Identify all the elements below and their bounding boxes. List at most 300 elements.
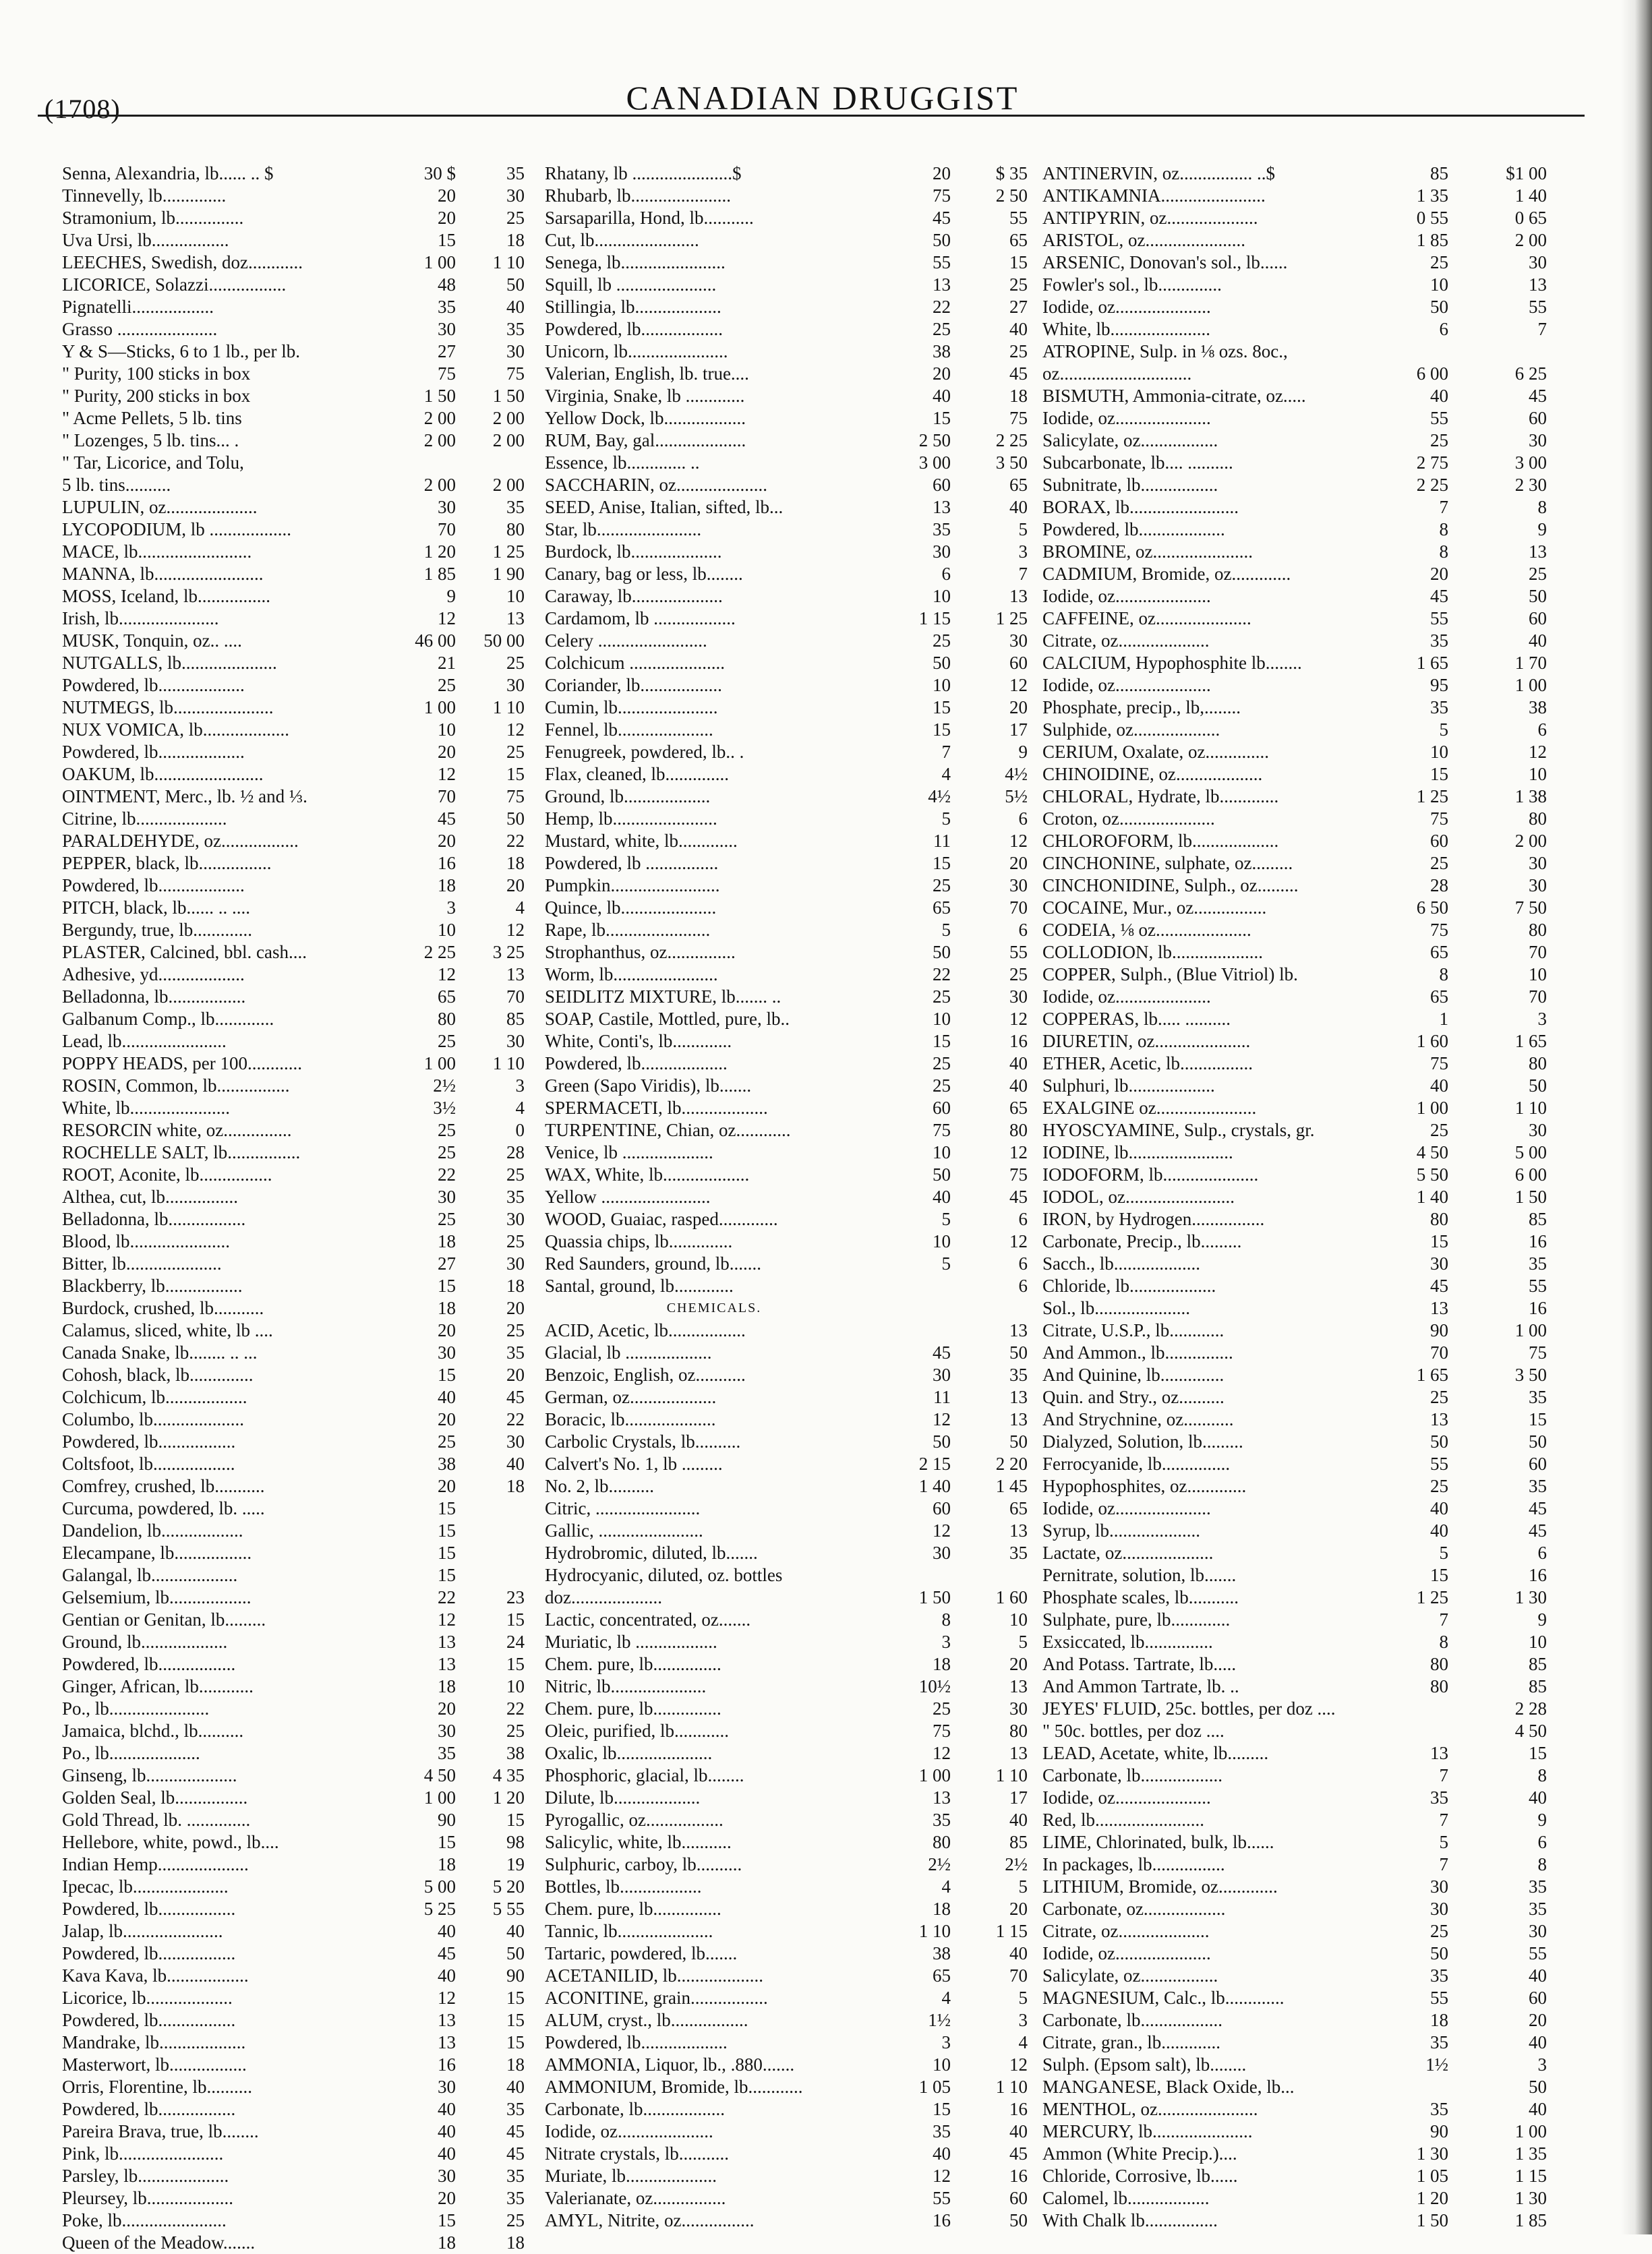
price-low: 5: [1439, 719, 1448, 740]
price-low: 80: [1430, 1209, 1448, 1229]
item-name: Yellow Dock, lb..................: [545, 408, 746, 428]
price-low: 80: [1430, 1654, 1448, 1674]
item-name: Mandrake, lb...................: [62, 2032, 246, 2052]
price-high: 2 00: [492, 430, 525, 450]
price-high: 9: [1537, 1609, 1547, 1630]
price-row: [1042, 1164, 1555, 1186]
price-high: 85: [1529, 1676, 1547, 1696]
price-low: 30: [438, 319, 456, 339]
price-low: 2½: [433, 1075, 456, 1096]
price-row: [545, 2143, 1036, 2165]
price-high: 9: [1537, 1810, 1547, 1830]
price-low: 80: [1430, 1676, 1448, 1696]
price-column-3: [1042, 162, 1555, 2232]
price-row: [545, 1008, 1036, 1030]
item-name: MANNA, lb........................: [62, 564, 264, 584]
price-high: 70: [1009, 1965, 1028, 1986]
item-name: " Tar, Licorice, and Tolu,: [62, 452, 244, 473]
price-row: [62, 2076, 533, 2098]
price-row: [1042, 274, 1555, 296]
item-name: CHEMICALS.: [666, 1301, 762, 1315]
price-low: 40: [438, 1921, 456, 1941]
item-name: Powdered, lb...................: [545, 2032, 728, 2052]
price-low: 1 35: [1416, 185, 1448, 206]
price-high: 15: [1529, 1409, 1547, 1429]
item-name: Hypophosphites, oz.............: [1042, 1476, 1247, 1496]
item-name: Y & S—Sticks, 6 to 1 lb., per lb.: [62, 341, 301, 361]
price-low: 1 00: [423, 252, 456, 272]
price-low: 20: [438, 742, 456, 762]
price-high: 1 25: [492, 541, 525, 562]
item-name: Worm, lb.......................: [545, 964, 718, 984]
price-high: 10: [506, 586, 525, 606]
price-low: 30: [933, 541, 951, 562]
price-low: 5: [941, 808, 951, 829]
price-high: 12: [1529, 742, 1547, 762]
price-high: 6: [1537, 719, 1547, 740]
price-high: 25: [506, 1231, 525, 1251]
price-row: [545, 1675, 1036, 1698]
item-name: Burdock, lb....................: [545, 541, 722, 562]
price-low: 1 60: [1416, 1031, 1448, 1051]
price-row: [1042, 474, 1555, 496]
price-low: 4: [941, 1988, 951, 2008]
item-name: Lactate, oz....................: [1042, 1543, 1214, 1563]
item-name: Boracic, lb....................: [545, 1409, 716, 1429]
price-high: 55: [1529, 1276, 1547, 1296]
item-name: Iodide, oz.....................: [1042, 1943, 1211, 1963]
price-row: [62, 874, 533, 897]
price-row: [62, 1898, 533, 1920]
price-high: 20: [1009, 853, 1028, 873]
price-low: 10: [438, 719, 456, 740]
price-row: [545, 607, 1036, 630]
price-low: 13: [1430, 1298, 1448, 1318]
price-low: 20: [438, 1476, 456, 1496]
price-high: 25: [1009, 341, 1028, 361]
price-low: 15: [438, 1365, 456, 1385]
price-high: 50: [1009, 1342, 1028, 1363]
price-low: 1: [1439, 1009, 1448, 1029]
price-row: [62, 1253, 533, 1275]
item-name: Chloride, Corrosive, lb......: [1042, 2166, 1238, 2186]
price-high: 1 70: [1514, 653, 1547, 673]
item-name: Subcarbonate, lb.... ..........: [1042, 452, 1233, 473]
item-name: Powdered, lb.................: [62, 2099, 236, 2119]
price-high: 1 50: [492, 386, 525, 406]
item-name: Valerianate, oz................: [545, 2188, 726, 2208]
price-row: [62, 496, 533, 518]
item-name: Strophanthus, oz...............: [545, 942, 736, 962]
price-row: [1042, 2187, 1555, 2209]
price-high: 40: [1009, 1075, 1028, 1096]
price-low: 13: [438, 1632, 456, 1652]
price-low: 18: [438, 1298, 456, 1318]
price-low: 50: [1430, 1943, 1448, 1963]
price-row: [1042, 1898, 1555, 1920]
price-low: 3: [941, 1632, 951, 1652]
price-low: 1½: [928, 2010, 951, 2030]
price-high: 75: [1009, 1164, 1028, 1185]
price-row: [545, 496, 1036, 518]
price-low: 9: [446, 586, 456, 606]
price-row: [545, 719, 1036, 741]
price-high: 30: [506, 1031, 525, 1051]
price-row: [62, 986, 533, 1008]
price-high: 35: [1009, 1365, 1028, 1385]
price-row: [62, 585, 533, 607]
price-low: 27: [438, 1253, 456, 1274]
price-row: [545, 2165, 1036, 2187]
price-high: 38: [1529, 697, 1547, 717]
item-name: Po., lb......................: [62, 1698, 210, 1719]
price-low: [1371, 340, 1456, 363]
price-row: [545, 1787, 1036, 1809]
price-low: 10½: [918, 1676, 951, 1696]
price-high: 1 90: [492, 564, 525, 584]
price-row: [1042, 2076, 1555, 2098]
price-row: [62, 941, 533, 963]
price-high: 5½: [1005, 786, 1028, 806]
price-high: 55: [1009, 208, 1028, 228]
price-low: 55: [1430, 1988, 1448, 2008]
price-low: 45: [438, 1943, 456, 1963]
price-row: [545, 1230, 1036, 1253]
price-high: 6: [1018, 1276, 1028, 1296]
price-low: 11: [933, 1387, 951, 1407]
price-high: 1 10: [1514, 1098, 1547, 1118]
item-name: oz.............................: [1042, 363, 1192, 384]
price-high: 50: [1529, 2077, 1547, 2097]
price-row: [62, 563, 533, 585]
price-row: [62, 652, 533, 674]
price-row: [1042, 1853, 1555, 1876]
item-name: CADMIUM, Bromide, oz.............: [1042, 564, 1291, 584]
item-name: OINTMENT, Merc., lb. ½ and ⅓.: [62, 786, 307, 806]
price-high: 60: [1529, 1988, 1547, 2008]
price-row: [545, 630, 1036, 652]
item-name: IODOL, oz........................: [1042, 1187, 1235, 1207]
price-high: 22: [506, 1698, 525, 1719]
item-name: Poke, lb.......................: [62, 2210, 227, 2230]
price-high: 25: [506, 1721, 525, 1741]
price-high: 1 00: [1514, 675, 1547, 695]
item-name: IRON, by Hydrogen................: [1042, 1209, 1265, 1229]
price-row: [1042, 941, 1555, 963]
item-name: " Purity, 200 sticks in box: [62, 386, 251, 406]
item-name: Canary, bag or less, lb........: [545, 564, 743, 584]
price-low: 2 15: [918, 1454, 951, 1474]
price-low: 4 50: [423, 1765, 456, 1785]
price-low: 15: [438, 230, 456, 250]
price-row: [62, 674, 533, 696]
price-high: 70: [506, 986, 525, 1007]
price-low: 11: [933, 831, 951, 851]
price-high: 30: [1009, 986, 1028, 1007]
item-name: Red, lb........................: [1042, 1810, 1204, 1830]
price-row: [545, 2187, 1036, 2209]
price-high: 18: [506, 230, 525, 250]
price-low: 75: [933, 1721, 951, 1741]
price-low: 5: [941, 1209, 951, 1229]
price-high: 75: [506, 786, 525, 806]
price-row: [1042, 1586, 1555, 1609]
price-low: 38: [933, 341, 951, 361]
price-high: 30: [506, 675, 525, 695]
price-low: [1371, 2076, 1456, 2098]
item-name: Carbonate, Precip., lb.........: [1042, 1231, 1242, 1251]
price-high: 20: [506, 1365, 525, 1385]
price-low: 60: [933, 475, 951, 495]
price-low: 20: [933, 163, 951, 183]
price-high: 50: [506, 808, 525, 829]
price-high: 20: [506, 875, 525, 895]
price-low: 5: [1439, 1543, 1448, 1563]
price-row: [545, 1141, 1036, 1164]
price-low: 10: [933, 586, 951, 606]
price-row: [1042, 1075, 1555, 1097]
item-name: Belladonna, lb.................: [62, 986, 246, 1007]
price-high: 50: [1009, 1431, 1028, 1452]
item-name: Flax, cleaned, lb..............: [545, 764, 729, 784]
item-name: SOAP, Castile, Mottled, pure, lb..: [545, 1009, 790, 1029]
price-row: [62, 207, 533, 229]
price-row: [545, 1853, 1036, 1876]
price-high: 1 15: [1514, 2166, 1547, 2186]
price-row: [62, 429, 533, 452]
price-row: [62, 1297, 533, 1319]
price-low: 20: [438, 1698, 456, 1719]
price-row: [1042, 407, 1555, 429]
price-row: [545, 340, 1036, 363]
price-high: 40: [1529, 2099, 1547, 2119]
price-high: 25: [506, 742, 525, 762]
price-row: [545, 963, 1036, 986]
price-low: 8: [941, 1609, 951, 1630]
price-row: [62, 296, 533, 318]
item-name: Belladonna, lb.................: [62, 1209, 246, 1229]
price-row: [545, 852, 1036, 874]
price-row: [62, 630, 533, 652]
price-low: 50: [1430, 1431, 1448, 1452]
item-name: AMMONIUM, Bromide, lb............: [545, 2077, 803, 2097]
price-high: 1 65: [1514, 1031, 1547, 1051]
price-row: [1042, 1631, 1555, 1653]
item-name: Subnitrate, lb.................: [1042, 475, 1218, 495]
price-low: 35: [1430, 1787, 1448, 1808]
price-high: 1 00: [1514, 2121, 1547, 2141]
item-name: MENTHOL, oz......................: [1042, 2099, 1258, 2119]
price-low: 60: [933, 1098, 951, 1118]
price-high: [464, 1542, 533, 1564]
item-name: Iodide, oz.....................: [1042, 986, 1211, 1007]
price-high: 10: [1009, 1609, 1028, 1630]
price-high: 22: [506, 1409, 525, 1429]
price-row: [62, 1186, 533, 1208]
price-high: 55: [1009, 942, 1028, 962]
price-low: 40: [1430, 1498, 1448, 1518]
item-name: Fennel, lb.....................: [545, 719, 713, 740]
price-high: 40: [1009, 1053, 1028, 1073]
price-low: 20: [438, 185, 456, 206]
item-name: Licorice, lb...................: [62, 1988, 233, 2008]
price-low: [1371, 1720, 1456, 1742]
price-high: [959, 1564, 1036, 1586]
price-high: 35: [1529, 1876, 1547, 1897]
price-high: 30: [506, 1253, 525, 1274]
price-low: 38: [438, 1454, 456, 1474]
price-low: 55: [1430, 408, 1448, 428]
price-row: [545, 563, 1036, 585]
price-row: [545, 1386, 1036, 1408]
price-low: 20: [438, 831, 456, 851]
item-name: PARALDEHYDE, oz.................: [62, 831, 299, 851]
price-high: 70: [1529, 942, 1547, 962]
item-name: Iodide, oz.....................: [545, 2121, 713, 2141]
item-name: Cumin, lb......................: [545, 697, 718, 717]
price-low: 75: [933, 1120, 951, 1140]
price-high: 70: [1009, 897, 1028, 918]
price-high: 60: [1009, 2188, 1028, 2208]
price-row: [545, 1542, 1036, 1564]
item-name: Essence, lb............. ..: [545, 452, 700, 473]
price-low: 1 05: [918, 2077, 951, 2097]
price-row: [545, 1586, 1036, 1609]
item-name: Bergundy, true, lb.............: [62, 920, 252, 940]
price-row: [1042, 763, 1555, 785]
price-low: 20: [438, 1409, 456, 1429]
price-row: [1042, 674, 1555, 696]
price-row: [545, 1720, 1036, 1742]
price-low: 25: [933, 1075, 951, 1096]
price-row: [545, 2120, 1036, 2143]
price-row: [1042, 251, 1555, 274]
item-name: Powdered, lb...................: [62, 875, 245, 895]
item-name: Irish, lb......................: [62, 608, 219, 628]
price-row: [62, 162, 533, 185]
price-high: 25: [1529, 564, 1547, 584]
price-row: [545, 318, 1036, 340]
item-name: AMMONIA, Liquor, lb., .880.......: [545, 2054, 795, 2075]
item-name: Gold Thread, lb. ..............: [62, 1810, 251, 1830]
price-row: [1042, 585, 1555, 607]
price-high: 40: [1009, 2121, 1028, 2141]
price-row: [1042, 986, 1555, 1008]
item-name: ROSIN, Common, lb................: [62, 1075, 290, 1096]
price-row: [545, 941, 1036, 963]
item-name: Calamus, sliced, white, lb ....: [62, 1320, 273, 1340]
price-row: [62, 2120, 533, 2143]
price-low: 40: [438, 2143, 456, 2164]
price-high: 13: [1009, 1676, 1028, 1696]
price-high: 13: [1009, 1743, 1028, 1763]
item-name: Green (Sapo Viridis), lb.......: [545, 1075, 752, 1096]
price-low: 25: [933, 1053, 951, 1073]
price-low: 22: [933, 297, 951, 317]
price-row: [1042, 541, 1555, 563]
price-row: [62, 1208, 533, 1230]
price-row: [62, 897, 533, 919]
item-name: NUX VOMICA, lb...................: [62, 719, 290, 740]
price-low: 1 65: [1416, 653, 1448, 673]
price-high: 10: [1529, 964, 1547, 984]
price-high: 45: [506, 2143, 525, 2164]
price-high: 45: [506, 1387, 525, 1407]
price-high: 5 55: [492, 1899, 525, 1919]
price-high: 3: [1537, 2054, 1547, 2075]
price-high: 9: [1018, 742, 1028, 762]
item-name: Hydrobromic, diluted, lb.......: [545, 1543, 758, 1563]
price-low: 30: [438, 1721, 456, 1741]
price-low: 30: [1430, 1876, 1448, 1897]
price-row: [62, 2143, 533, 2165]
price-row: [62, 229, 533, 251]
price-low: 10: [933, 2054, 951, 2075]
price-high: 50: [1529, 1075, 1547, 1096]
item-name: Exsiccated, lb...............: [1042, 1632, 1213, 1652]
price-low: [883, 1275, 959, 1297]
price-low: 12: [933, 1743, 951, 1763]
price-high: 4½: [1005, 764, 1028, 784]
price-low: 1 50: [1416, 2210, 1448, 2230]
price-row: [1042, 963, 1555, 986]
price-low: 4: [941, 764, 951, 784]
item-name: COPPER, Sulph., (Blue Vitriol) lb.: [1042, 964, 1298, 984]
price-high: 40: [1009, 497, 1028, 517]
item-name: Syrup, lb....................: [1042, 1520, 1201, 1541]
item-name: Dialyzed, Solution, lb.........: [1042, 1431, 1243, 1452]
price-low: 25: [933, 319, 951, 339]
item-name: SACCHARIN, oz....................: [545, 475, 768, 495]
price-row: [545, 251, 1036, 274]
price-row: [1042, 1208, 1555, 1230]
item-name: BROMINE, oz......................: [1042, 541, 1253, 562]
price-high: 65: [1009, 230, 1028, 250]
item-name: Iodide, oz.....................: [1042, 1498, 1211, 1518]
price-high: 40: [1009, 319, 1028, 339]
price-row: [1042, 808, 1555, 830]
item-name: Sarsaparilla, Hond, lb...........: [545, 208, 754, 228]
price-low: 50: [933, 1431, 951, 1452]
price-row: [1042, 1497, 1555, 1520]
price-low: 15: [933, 697, 951, 717]
price-low: 35: [438, 1743, 456, 1763]
item-name: BORAX, lb........................: [1042, 497, 1239, 517]
price-high: 30: [1529, 1120, 1547, 1140]
price-high: 40: [506, 1454, 525, 1474]
price-low: 25: [1430, 430, 1448, 450]
price-row: [62, 1342, 533, 1364]
price-low: 25: [438, 1142, 456, 1162]
item-name: Nitrate crystals, lb...........: [545, 2143, 729, 2164]
price-high: 20: [506, 1298, 525, 1318]
price-low: 45: [1430, 586, 1448, 606]
item-name: Salicylate, oz.................: [1042, 1965, 1218, 1986]
price-high: 40: [1529, 1965, 1547, 1986]
price-low: 50: [933, 1164, 951, 1185]
item-name: Ginger, African, lb............: [62, 1676, 254, 1696]
price-row: [62, 1319, 533, 1342]
price-high: 85: [506, 1009, 525, 1029]
price-row: [1042, 1831, 1555, 1853]
price-high: 30: [1009, 875, 1028, 895]
item-name: Hemp, lb.......................: [545, 808, 717, 829]
price-high: 1 10: [492, 252, 525, 272]
price-high: 4 35: [492, 1765, 525, 1785]
price-high: 50 00: [483, 630, 525, 651]
price-row: [545, 830, 1036, 852]
price-row: [62, 1631, 533, 1653]
